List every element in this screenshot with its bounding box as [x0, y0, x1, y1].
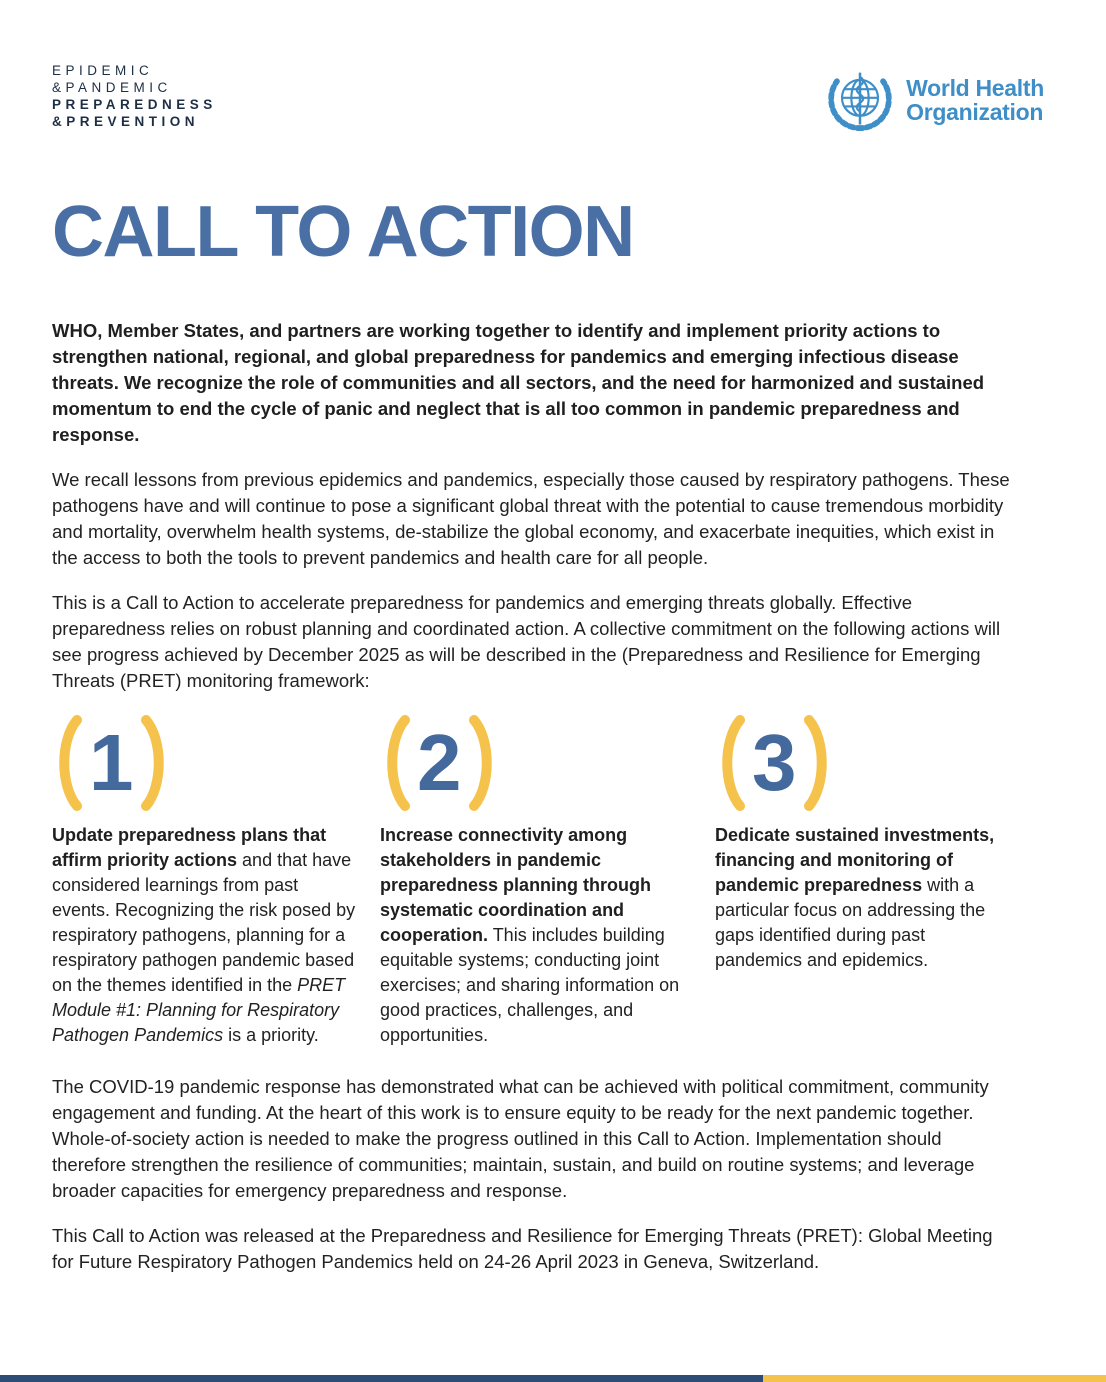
- who-logo: [824, 64, 1044, 136]
- intro-paragraph-3: This is a Call to Action to accelerate preparedness for pandemics and emerging threats globally. Effective preparedness relies on robust planning and coordinated action. A collective commitment on the following actions will see progress achieved by December 2025 as will be described in the (Preparedness and Resilience for Emerging Threats (PRET) monitoring framework:: [52, 592, 1001, 692]
- header: [52, 62, 1054, 136]
- footer-stripe: [0, 1375, 1106, 1382]
- action-text-2-body: This includes building equitable systems; conducting joint exercises; and sharing information on good practices, challenges, and opportunities.: [380, 925, 680, 1046]
- action-number-value: 2: [417, 718, 462, 808]
- action-number-2: [380, 713, 715, 813]
- who-logo-text: [906, 76, 1044, 124]
- action-item-1: [52, 713, 380, 1048]
- closing-paragraph-2: This Call to Action was released at the Preparedness and Resilience for Emerging Threats (PRET): Global Meeting for Future Respiratory Pathogen Pandemics held on 24-26 April 2023 in Geneva, Switzerland.: [52, 1225, 993, 1273]
- action-text-3-body: with a particular focus on addressing the gaps identified during past pandemics and epidemics.: [715, 875, 986, 971]
- open-paren-icon: [715, 714, 745, 812]
- close-paren-icon: [804, 714, 834, 812]
- footer-stripe-blue: [0, 1375, 763, 1382]
- who-logo-line-2: Organization: [906, 99, 1044, 125]
- action-text-1-bold: Update preparedness plans that affirm priority actions: [52, 825, 327, 871]
- open-paren-icon: [52, 714, 82, 812]
- action-number-1: [52, 713, 380, 813]
- action-text-2-bold: Increase connectivity among stakeholders in pandemic preparedness planning through systematic coordination and cooperation.: [380, 825, 652, 946]
- close-paren-icon: [141, 714, 171, 812]
- action-text-3: [715, 823, 1011, 973]
- action-text-3-bold: Dedicate sustained investments, financing and monitoring of pandemic preparedness: [715, 825, 995, 896]
- who-logo-line-1: World Health: [906, 75, 1044, 101]
- who-emblem-icon: [824, 64, 896, 136]
- intro-paragraph-2: We recall lessons from previous epidemics and pandemics, especially those caused by respiratory pathogens. These pathogens have and will continue to pose a significant global threat with the potential to cause tremendous morbidity and mortality, overwhelm health systems, de-stabilize the global economy, and exacerbate inequities, which exist in the access to both the tools to prevent pandemics and health care for all people.: [52, 469, 1010, 569]
- action-number-value: 3: [752, 718, 797, 808]
- open-paren-icon: [380, 714, 410, 812]
- page-title: CALL TO ACTION: [52, 192, 634, 272]
- close-paren-icon: [469, 714, 499, 812]
- action-text-1-end: is a priority.: [223, 1025, 319, 1046]
- action-text-1-italic: PRET Module #1: Planning for Respiratory Pathogen Pandemics: [52, 975, 346, 1046]
- closing-paragraph-1: The COVID-19 pandemic response has demonstrated what can be achieved with political commitment, community engagement and funding. At the heart of this work is to ensure equity to be ready for the next pandemic together. Whole-of-society action is needed to make the progress outlined in this Call to Action. Implementation should therefore strengthen the resilience of communities; maintain, sustain, and build on routine systems; and leverage broader capacities for emergency preparedness and response.: [52, 1076, 989, 1202]
- action-number-3: [715, 713, 1054, 813]
- brand-line-3: PREPAREDNESS: [52, 97, 217, 112]
- actions-row: [52, 713, 1054, 1048]
- brand-line-4: &PREVENTION: [52, 114, 200, 129]
- action-text-1: [52, 823, 358, 1048]
- action-item-3: [715, 713, 1054, 1048]
- action-text-1-body: and that have considered learnings from past events. Recognizing the risk posed by respiratory pathogens, planning for a respiratory pathogen pandemic based on the themes identified in the: [52, 850, 356, 996]
- brand-line-1: EPIDEMIC: [52, 63, 154, 78]
- action-item-2: [380, 713, 715, 1048]
- footer-stripe-yellow: [763, 1375, 1106, 1382]
- action-text-2: [380, 823, 702, 1048]
- intro-paragraph-1: WHO, Member States, and partners are working together to identify and implement priority actions to strengthen national, regional, and global preparedness for pandemics and emerging infectious disease threats. We recognize the role of communities and all sectors, and the need for harmonized and sustained momentum to end the cycle of panic and neglect that is all too common in pandemic preparedness and response.: [52, 320, 985, 446]
- brand-line-2: &PANDEMIC: [52, 80, 172, 95]
- brand-logo: [52, 62, 217, 130]
- action-number-value: 1: [89, 718, 134, 808]
